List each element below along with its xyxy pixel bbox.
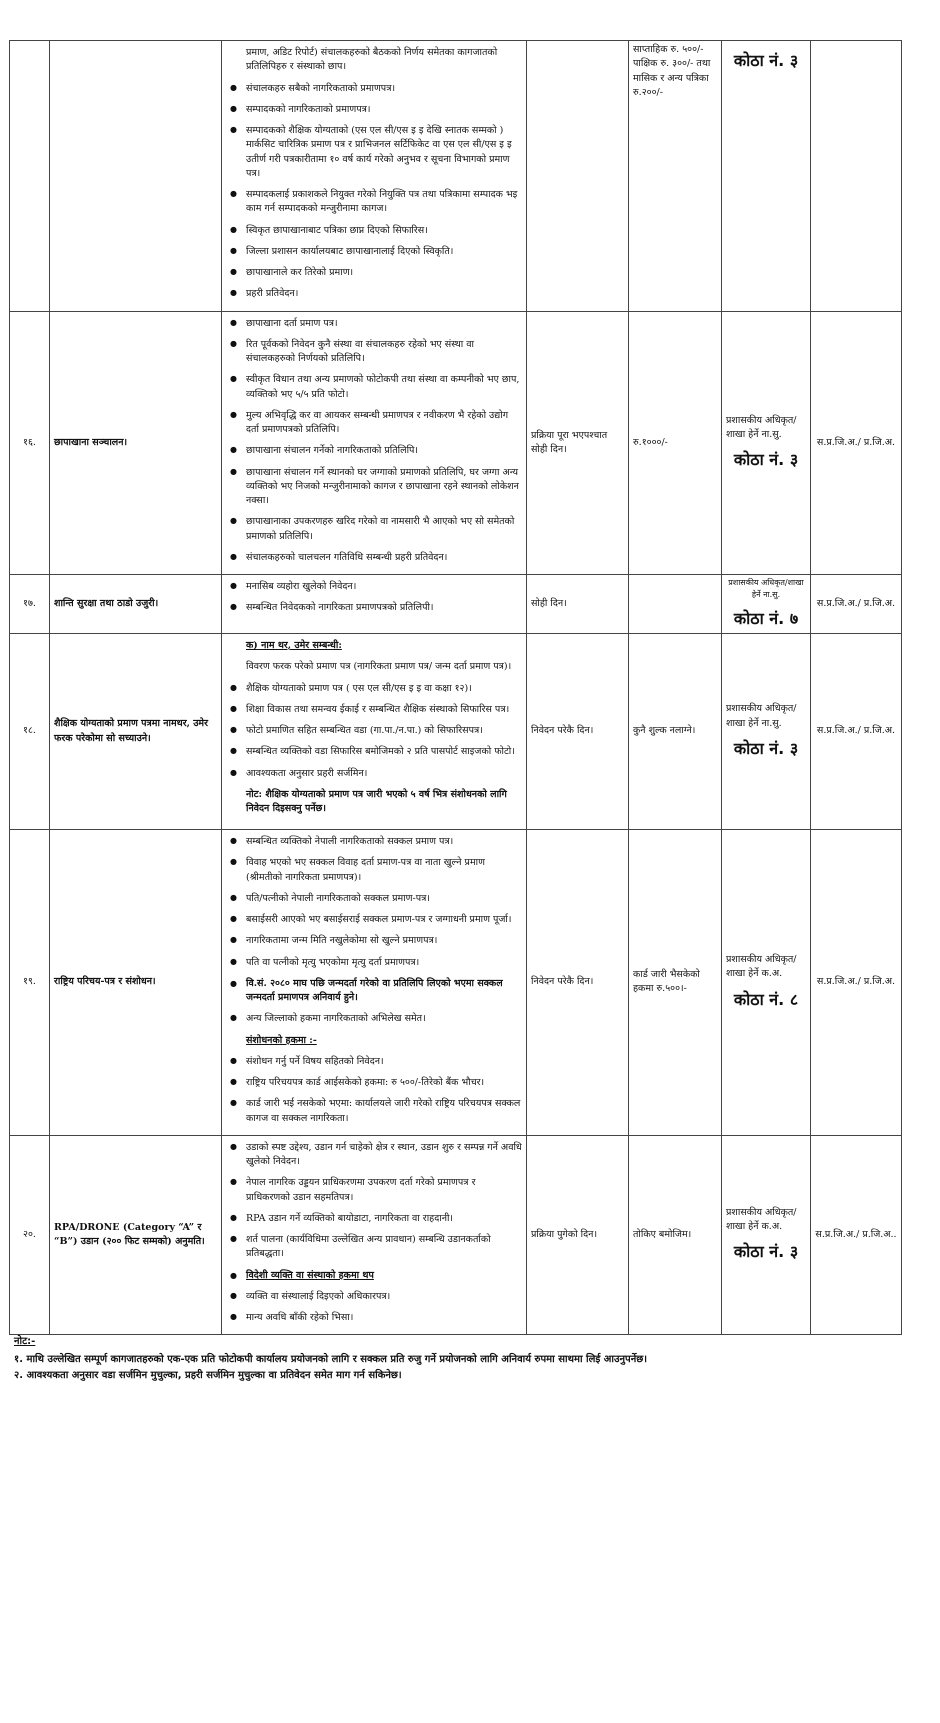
duration-cell: प्रक्रिया पुगेको दिन। [527,1135,629,1335]
document-item: ● पति वा पत्नीको मृत्यु भएकोमा मृत्यु दर्ता प्रमाणपत्र। [228,956,522,970]
appeal-officer-cell [811,41,902,312]
table-row [10,1135,902,1335]
documents-list [228,317,522,566]
duration-cell: सोही दिन। [527,575,629,634]
document-item: नोट: शैक्षिक योग्यताको प्रमाण पत्र जारी भएको ५ वर्ष भित्र संशोधनको लागि निवेदन दिइसक्नु पर्नेछ। [246,788,507,814]
document-item: ● मान्य अवधि बाँकी रहेको भिसा। [228,1311,522,1325]
service-name-cell: शैक्षिक योग्यताको प्रमाण पत्रमा नामथर, उमेर फरक परेकोमा सो सच्याउने। [50,634,222,830]
fee-cell: तोकिए बमोजिम। [629,1135,722,1335]
table-row [10,634,902,830]
document-item: ● सम्पादकको शैक्षिक योग्यताको (एस एल सी/एस इ इ देखि स्नातक सम्मको ) मार्कसिट चारित्रिक प्रमाण पत्र र प्राभिजनल सर्टिफिकेट वा एस एल सी/एस इ इ उतीर्ण गरी पत्रकारीतामा १० वर्ष कार्य गरेको अनुभव र सूचना विभागको प्रमाण पत्र। [228,124,522,181]
documents-list [228,639,522,816]
note-text: आवश्यकता अनुसार वडा सर्जमिन मुचुल्का, प्रहरी सर्जमिन मुचुल्का वा प्रतिवेदन समेत माग गर्न सकिनेछ। [26,1370,402,1381]
document-item: ● जिल्ला प्रशासन कार्यालयबाट छापाखानालाई दिएको स्विकृति। [228,245,522,259]
appeal-officer-cell: स.प्र.जि.अ./ प्र.जि.अ. [811,311,902,575]
document-item: ● संचालकहरु सबैको नागरिकताको प्रमाणपत्र। [228,82,522,96]
service-name-cell: RPA/DRONE (Category “A” र “B”) उडान (२०० फिट सम्मको) अनुमति। [50,1135,222,1335]
note-item-1 [14,1351,914,1365]
required-documents-cell [222,311,527,575]
responsible-officer-cell [722,1135,811,1335]
document-item: ● विवाह भएको भए सक्कल विवाह दर्ता प्रमाण-पत्र वा नाता खुल्ने प्रमाण (श्रीमतीको नागरिकता प्रमाणपत्र)। [228,856,522,885]
document-item: ● फोटो प्रमाणित सहित सम्बन्धित वडा (गा.पा./न.पा.) को सिफारिसपत्र। [228,724,522,738]
fee-cell [629,575,722,634]
document-item: ● सम्पादकलाई प्रकाशकले नियुक्त गरेको नियुक्ति पत्र तथा पत्रिकामा सम्पादक भइ काम गर्न सम्पादकको मन्जुरीनामा कागज। [228,188,522,217]
document-item: ● आवश्यकता अनुसार प्रहरी सर्जमिन। [228,767,522,781]
note-number: १. [14,1354,23,1365]
serial-number-cell: १९. [10,830,50,1136]
document-item: ● बसाईसरी आएको भए बसाईसराई सक्कल प्रमाण-पत्र र जग्गाधनी प्रमाण पूर्जा। [228,913,522,927]
fee-cell: कार्ड जारी भैसकेको हकमा रु.५००।- [629,830,722,1136]
required-documents-cell [222,575,527,634]
document-item: ● मुल्य अभिवृद्धि कर वा आयकर सम्बन्धी प्रमाणपत्र र नवीकरण भै रहेको उद्योग दर्ता प्रमाणपत्रको प्रतिलिपि। [228,409,522,438]
serial-number-cell: १७. [10,575,50,634]
document-item: ● सम्पादकको नागरिकताको प्रमाणपत्र। [228,103,522,117]
notes-heading: नोट:- [14,1336,36,1347]
document-item: ● रित पूर्वकको निवेदन कुनै संस्था वा संचालकहरु रहेको भए संस्था वा संचालकहरुको निर्णयको प्रतिलिपि। [228,338,522,367]
officer-label: प्रशासकीय अधिकृत/शाखा हेर्ने क.अ. [726,1206,797,1232]
document-item: ● वि.सं. २०८० माघ पछि जन्मदर्ता गरेको वा प्रतिलिपि लिएको भएमा सक्कल जन्मदर्ता प्रमाणपत्र अनिवार्य हुने। [228,977,522,1006]
fee-cell: साप्ताहिक रु. ५००/- पाक्षिक रु. ३००/- तथा मासिक र अन्य पत्रिका रु.२००/- [629,41,722,312]
fee-cell: कुनै शुल्क नलाग्ने। [629,634,722,830]
document-item: ● छापाखानाका उपकरणहरु खरिद गरेको वा नामसारी भै आएको भए सो समेतको प्रमाणको प्रतिलिपि। [228,515,522,544]
responsible-officer-cell [722,634,811,830]
service-name-cell: राष्ट्रिय परिचय-पत्र र संशोधन। [50,830,222,1136]
table-body [10,41,902,1335]
duration-cell [527,41,629,312]
document-item: क) नाम थर, उमेर सम्बन्धी: [246,640,342,651]
document-item: ● संचालकहरुको चालचलन गतिविधि सम्बन्धी प्रहरी प्रतिवेदन। [228,551,522,565]
documents-list [228,46,522,302]
document-item: ● नेपाल नागरिक उड्डयन प्राधिकरणमा उपकरण दर्ता गरेको प्रमाणपत्र र प्राधिकरणको उडान सहमतिपत्र। [228,1176,522,1205]
document-item: विवरण फरक परेको प्रमाण पत्र (नागरिकता प्रमाण पत्र/ जन्म दर्ता प्रमाण पत्र)। [246,661,512,673]
document-item: ● RPA उडान गर्ने व्यक्तिको बायोडाटा, नागरिकता वा राहदानी। [228,1212,522,1226]
duration-cell: निवेदन परेकै दिन। [527,634,629,830]
note-item-2 [14,1367,914,1381]
service-charter-table [9,40,902,1335]
document-item: ● विदेशी व्यक्ति वा संस्थाको हकमा थप [228,1269,522,1283]
document-item: ● राष्ट्रिय परिचयपत्र कार्ड आईसकेको हकमा: रु ५००/-तिरेको बैंक भौचर। [228,1076,522,1090]
room-number: कोठा नं. ३ [733,738,799,758]
notes-section [14,1333,914,1383]
document-item: ● मनासिब व्यहोरा खुलेको निवेदन। [228,580,522,594]
serial-number-cell: १८. [10,634,50,830]
document-item: ● उडाको स्पष्ट उद्देश्य, उडान गर्न चाहेको क्षेत्र र स्थान, उडान शुरु र सम्पन्न गर्ने अवधि खुलेको निवेदन। [228,1141,522,1170]
document-item: संशोधनको हकमा :- [246,1034,317,1046]
document-item: ● पति/पत्नीको नेपाली नागरिकताको सक्कल प्रमाण-पत्र। [228,892,522,906]
officer-label: प्रशासकीय अधिकृत/शाखा हेर्ने ना.सु. [726,703,797,729]
duration-cell: प्रक्रिया पूरा भएपश्चात सोही दिन। [527,311,629,575]
appeal-officer-cell: स.प्र.जि.अ./ प्र.जि.अ. [811,634,902,830]
document-item: ● छापाखाना संचालन गर्नेको नागरिकताको प्रतिलिपि। [228,444,522,458]
room-number: कोठा नं. ८ [733,989,799,1009]
service-name-cell: शान्ति सुरक्षा तथा ठाडो उजुरी। [50,575,222,634]
document-item: प्रमाण, अडिट रिपोर्ट) संचालकहरुको बैठकको निर्णय समेतका कागजातको प्रतिलिपिहरु र संस्थाको छाप। [246,47,498,73]
responsible-officer-cell [722,575,811,634]
required-documents-cell [222,1135,527,1335]
note-text: माथि उल्लेखित सम्पूर्ण कागजातहरुको एक-एक प्रति फोटोकपी कार्यालय प्रयोजनको लागि र सक्कल प्रति रुजु गर्ने प्रयोजनको लागि अनिवार्य रुपमा साथमा लिई आउनुपर्नेछ। [26,1354,648,1365]
responsible-officer-cell [722,41,811,312]
document-item: ● शैक्षिक योग्यताको प्रमाण पत्र ( एस एल सी/एस इ इ वा कक्षा १२)। [228,682,522,696]
required-documents-cell [222,830,527,1136]
table-row [10,830,902,1136]
document-item: ● सम्बन्धित व्यक्तिको वडा सिफारिस बमोजिमको २ प्रति पासपोर्ट साइजको फोटो। [228,745,522,759]
document-item: ● स्वीकृत विधान तथा अन्य प्रमाणको फोटोकपी तथा संस्था वा कम्पनीको भए छाप, व्यक्तिको भए ५/५ प्रति फोटो। [228,373,522,402]
responsible-officer-cell [722,830,811,1136]
document-item: ● छापाखानाले कर तिरेको प्रमाण। [228,266,522,280]
officer-label: प्रशासकीय अधिकृत/शाखा हेर्ने ना.सु. [728,578,804,599]
document-item: ● शिक्षा विकास तथा समन्वय ईकाई र सम्बन्धित शैक्षिक संस्थाको सिफारिस पत्र। [228,703,522,717]
document-item: ● शर्त पालना (कार्यविधिमा उल्लेखित अन्य प्रावधान) सम्बन्धि उडानकर्ताको प्रतिबद्धता। [228,1233,522,1262]
serial-number-cell [10,41,50,312]
appeal-officer-cell: स.प्र.जि.अ./ प्र.जि.अ.. [811,1135,902,1335]
required-documents-cell [222,634,527,830]
required-documents-cell [222,41,527,312]
document-item: ● छापाखाना दर्ता प्रमाण पत्र। [228,317,522,331]
document-item: ● सम्बन्धित निवेदकको नागरिकता प्रमाणपत्रको प्रतिलिपी। [228,601,522,615]
document-item: ● स्विकृत छापाखानाबाट पत्रिका छाप्न दिएको सिफारिस। [228,224,522,238]
appeal-officer-cell: स.प्र.जि.अ./ प्र.जि.अ. [811,575,902,634]
serial-number-cell: २०. [10,1135,50,1335]
document-item: ● व्यक्ति वा संस्थालाई दिइएको अधिकारपत्र। [228,1290,522,1304]
table-row [10,311,902,575]
document-item: ● सम्बन्धित व्यक्तिको नेपाली नागरिकताको सक्कल प्रमाण पत्र। [228,835,522,849]
fee-cell: रु.१०००/- [629,311,722,575]
officer-label: प्रशासकीय अधिकृत/शाखा हेर्ने क.अ. [726,954,797,980]
serial-number-cell: १६. [10,311,50,575]
document-item: ● छापाखाना संचालन गर्ने स्थानको घर जग्गाको प्रमाणको प्रतिलिपि, घर जग्गा अन्य व्यक्तिको भए निजको मन्जुरीनामाको कागज र छापाखाना रहने स्थानको लोकेशन नक्सा। [228,466,522,509]
documents-list [228,1141,522,1326]
table-row [10,41,902,312]
room-number: कोठा नं. ३ [733,51,799,70]
appeal-officer-cell: स.प्र.जि.अ./ प्र.जि.अ. [811,830,902,1136]
table-row [10,575,902,634]
room-number: कोठा नं. ३ [733,1242,799,1262]
officer-label: प्रशासकीय अधिकृत/शाखा हेर्ने ना.सु. [726,414,797,440]
service-name-cell: छापाखाना सञ्चालन। [50,311,222,575]
document-item: ● प्रहरी प्रतिवेदन। [228,287,522,301]
document-item: ● संशोधन गर्नु पर्ने विषय सहितको निवेदन। [228,1055,522,1069]
responsible-officer-cell [722,311,811,575]
documents-list [228,835,522,1126]
duration-cell: निवेदन परेकै दिन। [527,830,629,1136]
document-item: ● कार्ड जारी भई नसकेको भएमा: कार्यालयले जारी गरेको राष्ट्रिय परिचयपत्र सक्कल कागज वा सक्कल नागरिकता। [228,1097,522,1126]
service-name-cell [50,41,222,312]
note-number: २. [14,1370,23,1381]
document-item: ● अन्य जिल्लाको हकमा नागरिकताको अभिलेख समेत। [228,1012,522,1026]
document-item: ● नागरिकतामा जन्म मिति नखुलेकोमा सो खुल्ने प्रमाणपत्र। [228,934,522,948]
room-number: कोठा नं. ३ [733,450,799,469]
documents-list [228,580,522,616]
room-number: कोठा नं. ७ [733,609,799,628]
